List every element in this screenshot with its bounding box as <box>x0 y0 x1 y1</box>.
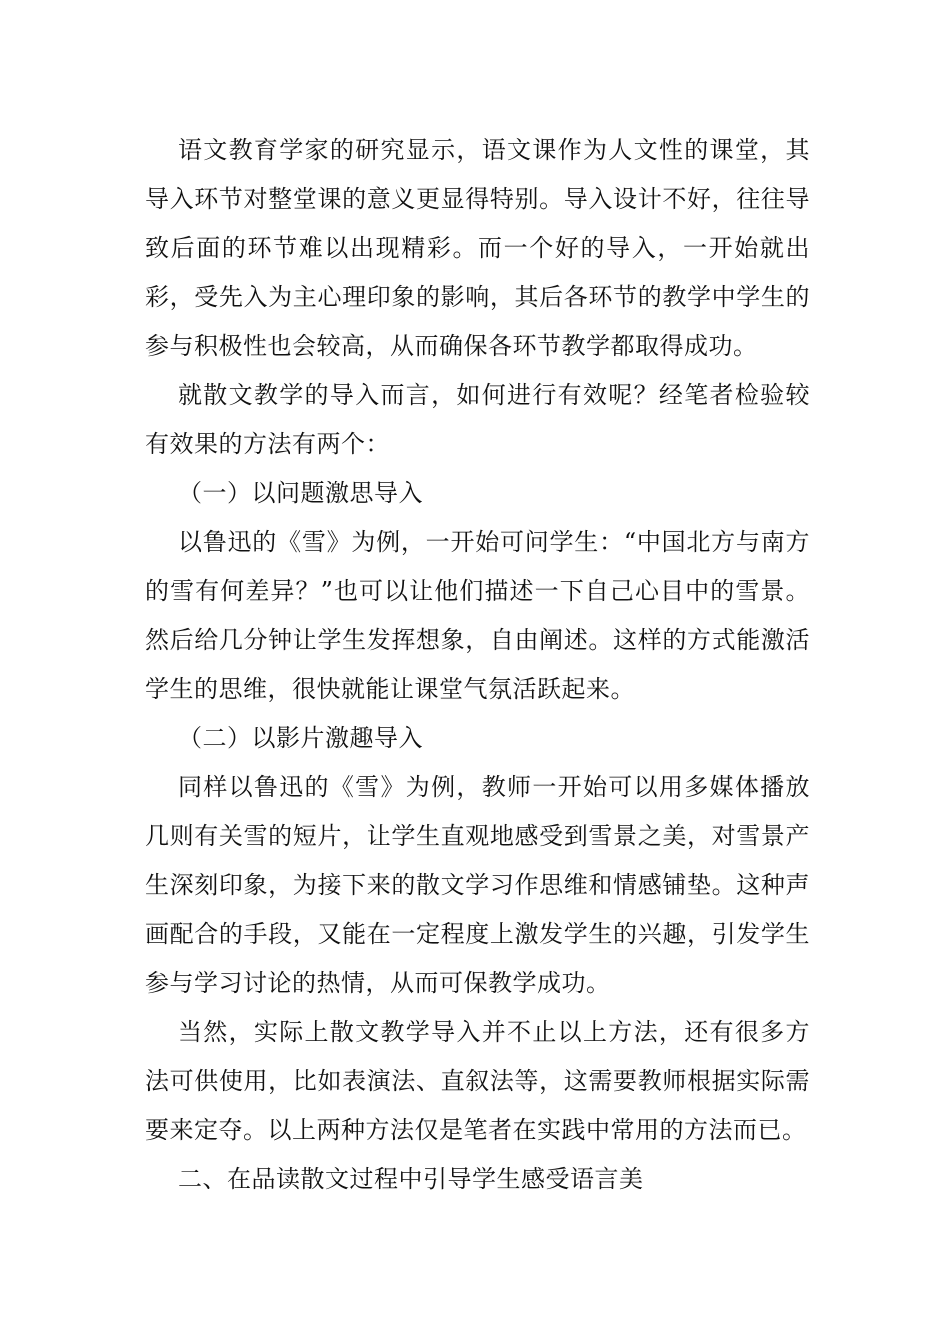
paragraph-intro: 语文教育学家的研究显示，语文课作为人文性的课堂，其导入环节对整堂课的意义更显得特别。导入设计不好，往往导致后面的环节难以出现精彩。而一个好的导入，一开始就出彩，受先入为主心理印象的影响，其后各环节的教学中学生的参与积极性也会较高，从而确保各环节教学都取得成功。 <box>145 136 810 360</box>
section-heading-two: 二、在品读散文过程中引导学生感受语言美 <box>178 1165 644 1193</box>
paragraph-question-example: 以鲁迅的《雪》为例，一开始可问学生：“中国北方与南方的雪有何差异？”也可以让他们描述一下自己心目中的雪景。然后给几分钟让学生发挥想象，自由阐述。这样的方式能激活学生的思维，很快就能让课堂气氛活跃起来。 <box>145 528 810 703</box>
document-body <box>145 126 810 1204</box>
paragraph-methods: 就散文教学的导入而言，如何进行有效呢？经笔者检验较有效果的方法有两个： <box>145 381 810 458</box>
subheading-question: （一）以问题激思导入 <box>178 479 423 507</box>
paragraph-conclusion: 当然，实际上散文教学导入并不止以上方法，还有很多方法可供使用，比如表演法、直叙法等，这需要教师根据实际需要来定夺。以上两种方法仅是笔者在实践中常用的方法而已。 <box>145 1018 810 1144</box>
paragraph-film-example: 同样以鲁迅的《雪》为例，教师一开始可以用多媒体播放几则有关雪的短片，让学生直观地感受到雪景之美，对雪景产生深刻印象，为接下来的散文学习作思维和情感铺垫。这种声画配合的手段，又能在一定程度上激发学生的兴趣，引发学生参与学习讨论的热情，从而可保教学成功。 <box>145 773 810 997</box>
subheading-film: （二）以影片激趣导入 <box>178 724 423 752</box>
